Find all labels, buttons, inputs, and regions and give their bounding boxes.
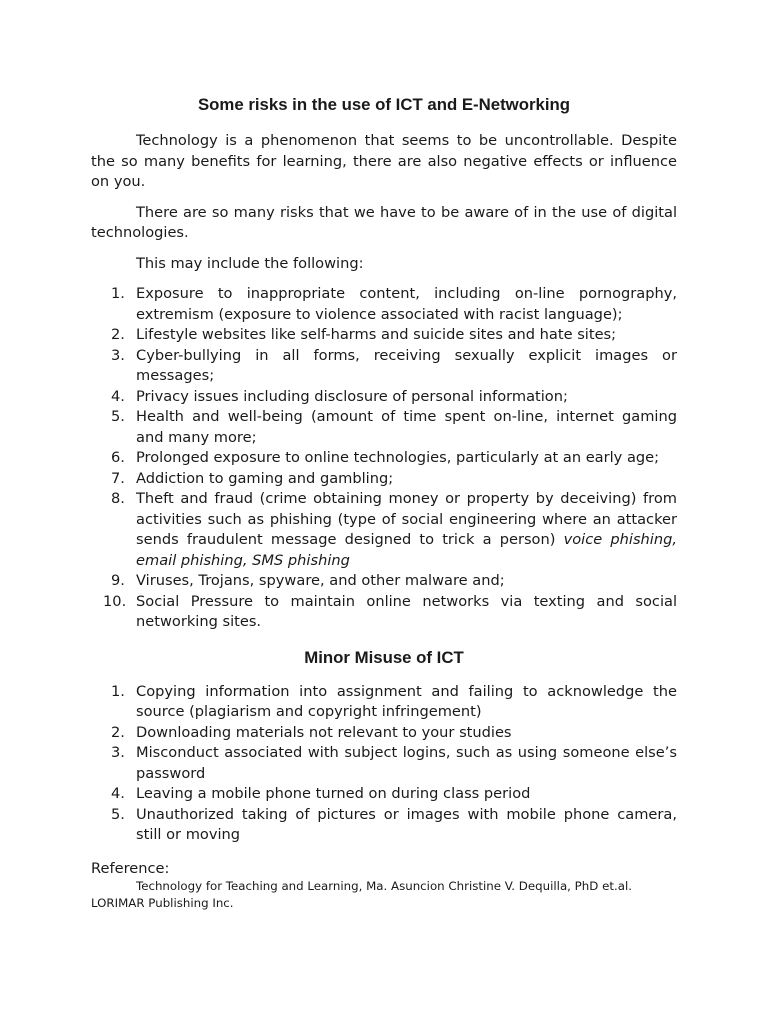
list-item: 5. Health and well-being (amount of time spent on-line, internet gaming and many more; — [111, 408, 677, 446]
list-item: 4. Leaving a mobile phone turned on during class period — [111, 785, 531, 802]
list-item: 2. Lifestyle websites like self-harms and suicide sites and hate sites; — [111, 326, 617, 343]
list-item: 8. Theft and fraud (crime obtaining money or property by deceiving) from activities such as phishing (type of social engineering where an attacker sends fraudulent message designed to trick a person) voice phishing, email phishing, SMS phishing — [111, 490, 677, 569]
list-item: 3. Cyber-bullying in all forms, receiving sexually explicit images or messages; — [111, 346, 677, 384]
minor-misuse-list — [91, 682, 677, 846]
intro-paragraph: Technology is a phenomenon that seems to be uncontrollable. Despite the so many benefits for learning, there are also negative effects or influence on you. — [91, 132, 677, 190]
list-item: 2. Downloading materials not relevant to your studies — [111, 723, 512, 741]
reference-section — [91, 860, 677, 912]
document-body — [91, 94, 677, 846]
reference-publisher: LORIMAR Publishing Inc. — [91, 896, 234, 910]
section-heading: Minor Misuse of ICT — [304, 647, 464, 667]
list-item: 3. Misconduct associated with subject logins, such as using someone else’s password — [111, 744, 677, 782]
reference-label: Reference: — [91, 860, 170, 877]
list-intro: This may include the following: — [136, 254, 364, 272]
page-title: Some risks in the use of ICT and E-Networking — [197, 95, 571, 114]
list-item: 6. Prolonged exposure to online technologies, particularly at an early age; — [111, 449, 660, 466]
list-item: 4. Privacy issues including disclosure of personal information; — [111, 387, 568, 405]
list-item: 5. Unauthorized taking of pictures or images with mobile phone camera, still or moving — [111, 805, 677, 843]
list-item: 1. Copying information into assignment and failing to acknowledge the source (plagiarism and copyright infringement) — [111, 682, 677, 720]
list-item: 10. Social Pressure to maintain online networks via texting and social networking sites. — [103, 592, 677, 630]
list-item: 1. Exposure to inappropriate content, including on-line pornography, extremism (exposure to violence associated with racist language); — [111, 285, 677, 323]
risks-paragraph: There are so many risks that we have to be aware of in the use of digital technologies. — [91, 203, 677, 241]
list-item: 7. Addiction to gaming and gambling; — [111, 469, 394, 487]
reference-citation: Technology for Teaching and Learning, Ma. Asuncion Christine V. Dequilla, PhD et.al. — [136, 879, 632, 893]
risks-list — [91, 284, 677, 633]
list-item: 9. Viruses, Trojans, spyware, and other malware and; — [111, 572, 505, 589]
